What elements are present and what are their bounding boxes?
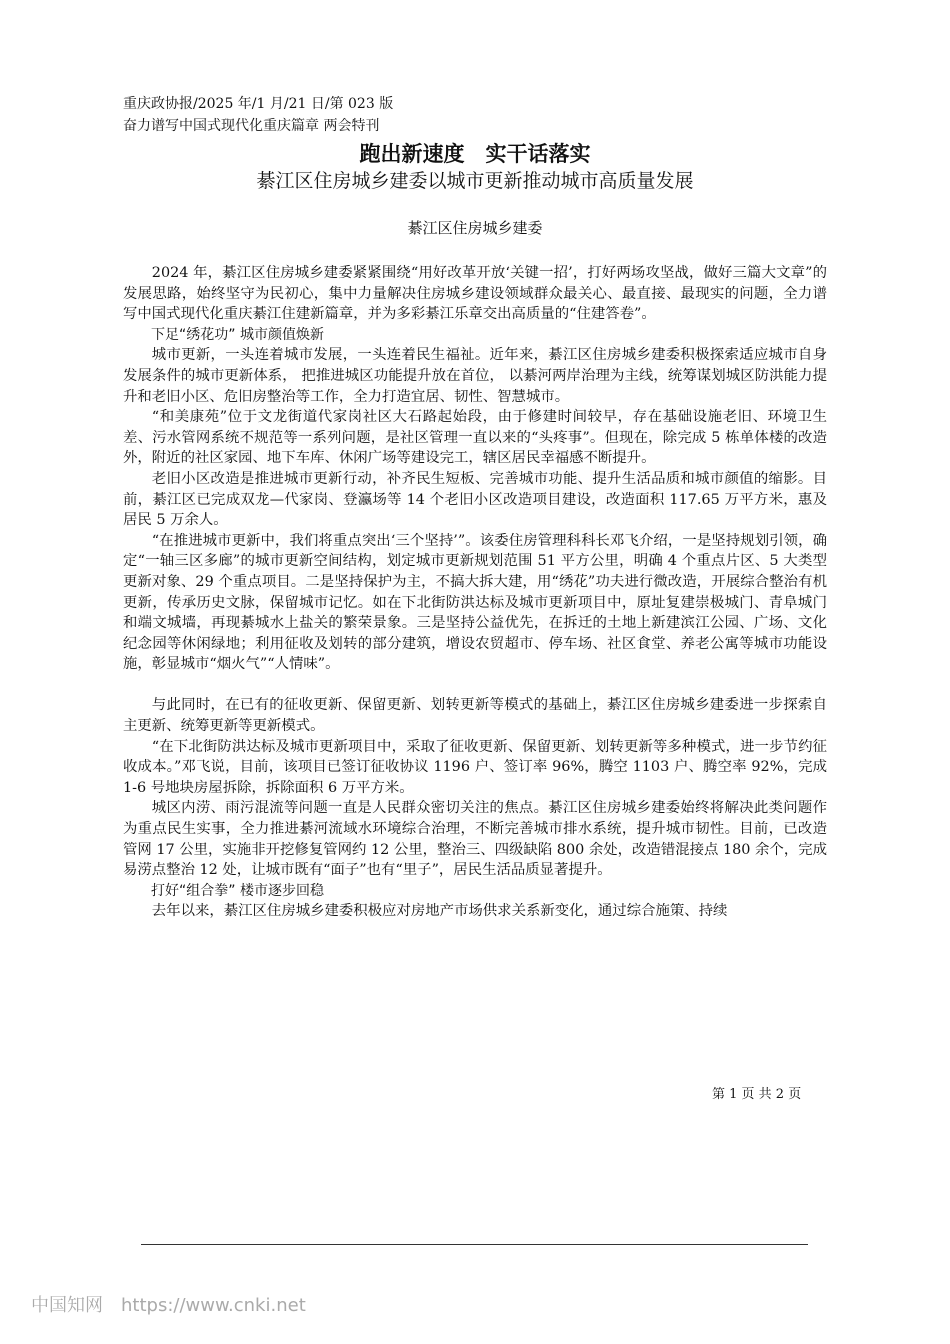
paragraph: 与此同时，在已有的征收更新、保留更新、划转更新等模式的基础上，綦江区住房城乡建委进一步探索自主更新、统筹更新等更新模式。 xyxy=(123,697,827,735)
paragraph: “和美康苑”位于文龙街道代家岗社区大石路起始段，由于修建时间较早，存在基础设施老旧、环境卫生差、污水管网系统不规范等一系列问题，是社区管理一直以来的“头疼事”。但现在，除完成 5 栋单体楼的改造外，附近的社区家园、地下车库、休闲广场等建设完工，辖区居民幸福感不断提升。 xyxy=(123,409,827,467)
paragraph: 去年以来，綦江区住房城乡建委积极应对房地产市场供求关系新变化，通过综合施策、持续 xyxy=(151,903,728,920)
paragraph: 城区内涝、雨污混流等问题一直是人民群众密切关注的焦点。綦江区住房城乡建委始终将解决此类问题作为重点民生实事，全力推进綦河流域水环境综合治理，不断完善城市排水系统，提升城市韧性。目前，已改造管网 17 公里，实施非开挖修复管网约 12 公里，整治三、四级缺陷 800 余处，改造错混接点 180 余个，完成易涝点整治 12 处，让城市既有“面子”也有“里子”，居民生活品质显著提升。 xyxy=(123,800,827,879)
paragraph: 2024 年，綦江区住房城乡建委紧紧围绕“用好改革开放‘关键一招’，打好两场攻坚战，做好三篇大文章”的发展思路，始终坚守为民初心，集中力量解决住房城乡建设领域群众最关心、最直接、最现实的问题，全力谱写中国式现代化重庆綦江住建新篇章，并为多彩綦江乐章交出高质量的“住建答卷”。 xyxy=(123,265,827,323)
paragraph-gap xyxy=(123,675,827,696)
paragraph: “在推进城市更新中，我们将重点突出‘三个坚持’”。该委住房管理科科长邓飞介绍，一是坚持规划引领，确定“一轴三区多廊”的城市更新空间结构，划定城市更新规划范围 51 平方公里，明确 4 个重点片区、5 大类型更新对象、29 个重点项目。二是坚持保护为主，不搞大拆大建，用“绣花”功夫进行微改造，开展综合整治有机更新，传承历史文脉，保留城市记忆。如在下北街防洪达标及城市更新项目中，原址复建崇极城门、青阜城门和端文城墙，再现綦城水上盐关的繁荣景象。三是坚持公益优先，在拆迁的土地上新建滨江公园、广场、文化纪念园等休闲绿地；利用征收及划转的部分建筑，增设农贸超市、停车场、社区食堂、养老公寓等城市功能设施，彰显城市“烟火气”“人情味”。 xyxy=(123,532,827,673)
paragraph: 城市更新，一头连着城市发展，一头连着民生福祉。近年来，綦江区住房城乡建委积极探索适应城市自身发展条件的城市更新体系， 把推进城区功能提升放在首位， 以綦河两岸治理为主线，统筹谋划城区防洪能力提升和老旧小区、危旧房整治等工作，全力打造宜居、韧性、智慧城市。 xyxy=(123,347,827,405)
section-heading: 下足“绣花功” 城市颜值焕新 xyxy=(151,326,324,343)
article-title: 跑出新速度 实干话落实 xyxy=(359,142,591,166)
footer-divider xyxy=(141,1244,808,1245)
paragraph: “在下北街防洪达标及城市更新项目中，采取了征收更新、保留更新、划转更新等多种模式，进一步节约征收成本。”邓飞说，目前，该项目已签订征收协议 1196 户、签订率 96%，腾空 1103 户、腾空率 92%，完成 1-6 号地块房屋拆除，拆除面积 6 万平方米。 xyxy=(123,738,827,796)
column-line: 奋力谱写中国式现代化重庆篇章 两会特刊 xyxy=(123,118,380,134)
article-author: 綦江区住房城乡建委 xyxy=(407,219,543,237)
watermark: 中国知网 https://www.cnki.net xyxy=(31,1295,306,1316)
page-indicator: 第 1 页 共 2 页 xyxy=(712,1087,802,1102)
paragraph: 老旧小区改造是推进城市更新行动，补齐民生短板、完善城市功能、提升生活品质和城市颜值的缩影。目前，綦江区已完成双龙—代家岗、登瀛场等 14 个老旧小区改造项目建设，改造面积 117.65 万平方米，惠及居民 5 万余人。 xyxy=(123,470,827,529)
article-subtitle: 綦江区住房城乡建委以城市更新推动城市高质量发展 xyxy=(256,170,694,192)
source-line: 重庆政协报/2025 年/1 月/21 日/第 023 版 xyxy=(123,96,394,112)
article-body xyxy=(123,263,827,922)
section-heading: 打好“组合拳” 楼市逐步回稳 xyxy=(151,882,324,899)
